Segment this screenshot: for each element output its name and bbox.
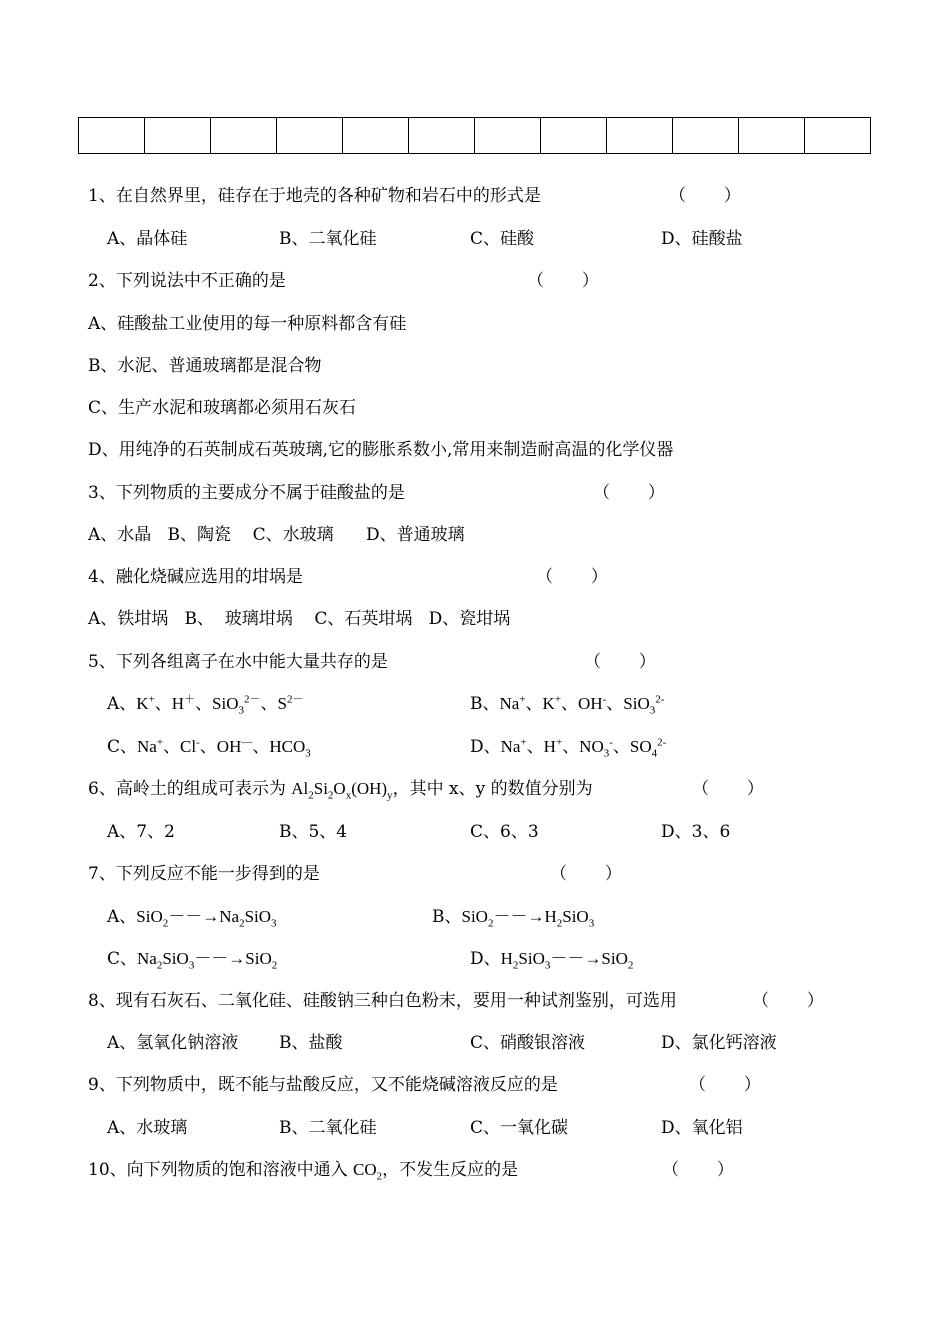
answer-paren: （ ）: [593, 483, 665, 503]
answer-paren: （ ）: [692, 779, 764, 799]
answer-paren: （ ）: [662, 1160, 734, 1180]
option-d: D、硅酸盐: [661, 229, 743, 249]
option-a: A、水玻璃: [107, 1118, 188, 1138]
question-4-stem: 4、融化烧碱应选用的坩埚是: [88, 567, 303, 587]
answer-cell[interactable]: [409, 118, 475, 154]
question-5-stem: 5、下列各组离子在水中能大量共存的是: [88, 652, 388, 672]
answer-cell[interactable]: [211, 118, 277, 154]
question-4-options: A、铁坩埚 B、 玻璃坩埚 C、石英坩埚 D、瓷坩埚: [88, 609, 511, 629]
answer-cell[interactable]: [607, 118, 673, 154]
option-d: D、$H_2SiO_3--\to SiO_2$: [470, 949, 634, 972]
stem-text: 6、高岭土的组成可表示为: [88, 779, 292, 799]
option-a: A、$SiO_2--\to Na_2SiO_3$: [107, 907, 277, 930]
answer-cell[interactable]: [805, 118, 871, 154]
option-a: A、晶体硅: [107, 229, 188, 249]
option-c: C、$Na_2SiO_3--\to SiO_2$: [107, 949, 278, 972]
question-8-stem: 8、现有石灰石、二氧化硅、硅酸钠三种白色粉末，要用一种试剂鉴别，可选用: [88, 991, 677, 1011]
option-a: A、7、2: [107, 822, 175, 842]
answer-paren: （ ）: [584, 652, 656, 672]
question-3-options: A、水晶 B、陶瓷 C、水玻璃 D、普通玻璃: [88, 525, 465, 545]
option-label: D、: [470, 949, 501, 969]
question-10-stem: [88, 1158, 518, 1182]
option-label: A、: [107, 907, 137, 927]
stem-text: 10、向下列物质的饱和溶液中通入: [88, 1160, 354, 1180]
answer-cell[interactable]: [145, 118, 211, 154]
option-label: A、: [107, 694, 137, 714]
option-label: B、: [432, 907, 462, 927]
option-b: B、5、4: [279, 822, 348, 842]
stem-text: ，其中 x、y 的数值分别为: [392, 779, 593, 799]
chemical-formula: $Al_2Si_2O_x(OH)_y$: [291, 779, 393, 802]
option-d: D、用纯净的石英制成石英玻璃,它的膨胀系数小,常用来制造耐高温的化学仪器: [88, 440, 674, 460]
answer-cell[interactable]: [343, 118, 409, 154]
answer-cell[interactable]: [79, 118, 145, 154]
option-label: C、: [107, 949, 138, 969]
option-b: B、$SiO_2--\to H_2SiO_3$: [432, 907, 595, 930]
option-c: C、6、3: [470, 822, 539, 842]
option-b: B、盐酸: [279, 1033, 343, 1053]
answer-cell[interactable]: [673, 118, 739, 154]
option-d: D、氧化铝: [661, 1118, 743, 1138]
option-b: B、二氧化硅: [279, 229, 377, 249]
answer-paren: （ ）: [527, 271, 599, 291]
question-7-stem: 7、下列反应不能一步得到的是: [88, 864, 320, 884]
option-b: B、二氧化硅: [279, 1118, 377, 1138]
option-a: A、氢氧化钠溶液: [107, 1033, 239, 1053]
option-d: D、氯化钙溶液: [661, 1033, 777, 1053]
answer-paren: （ ）: [536, 567, 608, 587]
option-c: C、Na+、Cl-、OH—、$HCO_3$: [107, 736, 311, 760]
answer-paren: （ ）: [550, 864, 622, 884]
answer-cell[interactable]: [475, 118, 541, 154]
answer-paren: （ ）: [669, 186, 741, 206]
option-a: A、硅酸盐工业使用的每一种原料都含有硅: [88, 314, 407, 334]
answer-cell[interactable]: [739, 118, 805, 154]
chemical-formula: $CO_2$: [353, 1160, 383, 1183]
option-b: B、水泥、普通玻璃都是混合物: [88, 356, 322, 376]
answer-cell[interactable]: [277, 118, 343, 154]
question-1-stem: 1、在自然界里，硅存在于地壳的各种矿物和岩石中的形式是: [88, 186, 541, 206]
option-d: D、Na+、H+、$NO_3^-$、$SO_4^{2-}$: [470, 736, 667, 760]
option-label: C、: [107, 737, 138, 757]
answer-paren: （ ）: [689, 1075, 761, 1095]
option-c: C、生产水泥和玻璃都必须用石灰石: [88, 398, 357, 418]
option-c: C、硅酸: [470, 229, 535, 249]
option-a: A、K+、H＋、SiO$_3^{2-}$、$S^{2-}$: [107, 693, 304, 717]
option-d: D、3、6: [661, 822, 731, 842]
stem-text: ，不发生反应的是: [382, 1160, 519, 1180]
answer-grid: [78, 117, 871, 154]
question-6-stem: [88, 777, 593, 801]
option-label: B、: [470, 694, 500, 714]
option-c: C、一氧化碳: [470, 1118, 569, 1138]
question-2-stem: 2、下列说法中不正确的是: [88, 271, 286, 291]
option-c: C、硝酸银溶液: [470, 1033, 586, 1053]
option-label: D、: [470, 737, 501, 757]
answer-grid-row: [79, 118, 871, 154]
answer-cell[interactable]: [541, 118, 607, 154]
option-b: B、Na+、K+、OH-、SiO$_3^{2-}$: [470, 693, 665, 717]
answer-paren: （ ）: [752, 991, 824, 1011]
question-3-stem: 3、下列物质的主要成分不属于硅酸盐的是: [88, 483, 405, 503]
question-9-stem: 9、下列物质中，既不能与盐酸反应，又不能烧碱溶液反应的是: [88, 1075, 558, 1095]
